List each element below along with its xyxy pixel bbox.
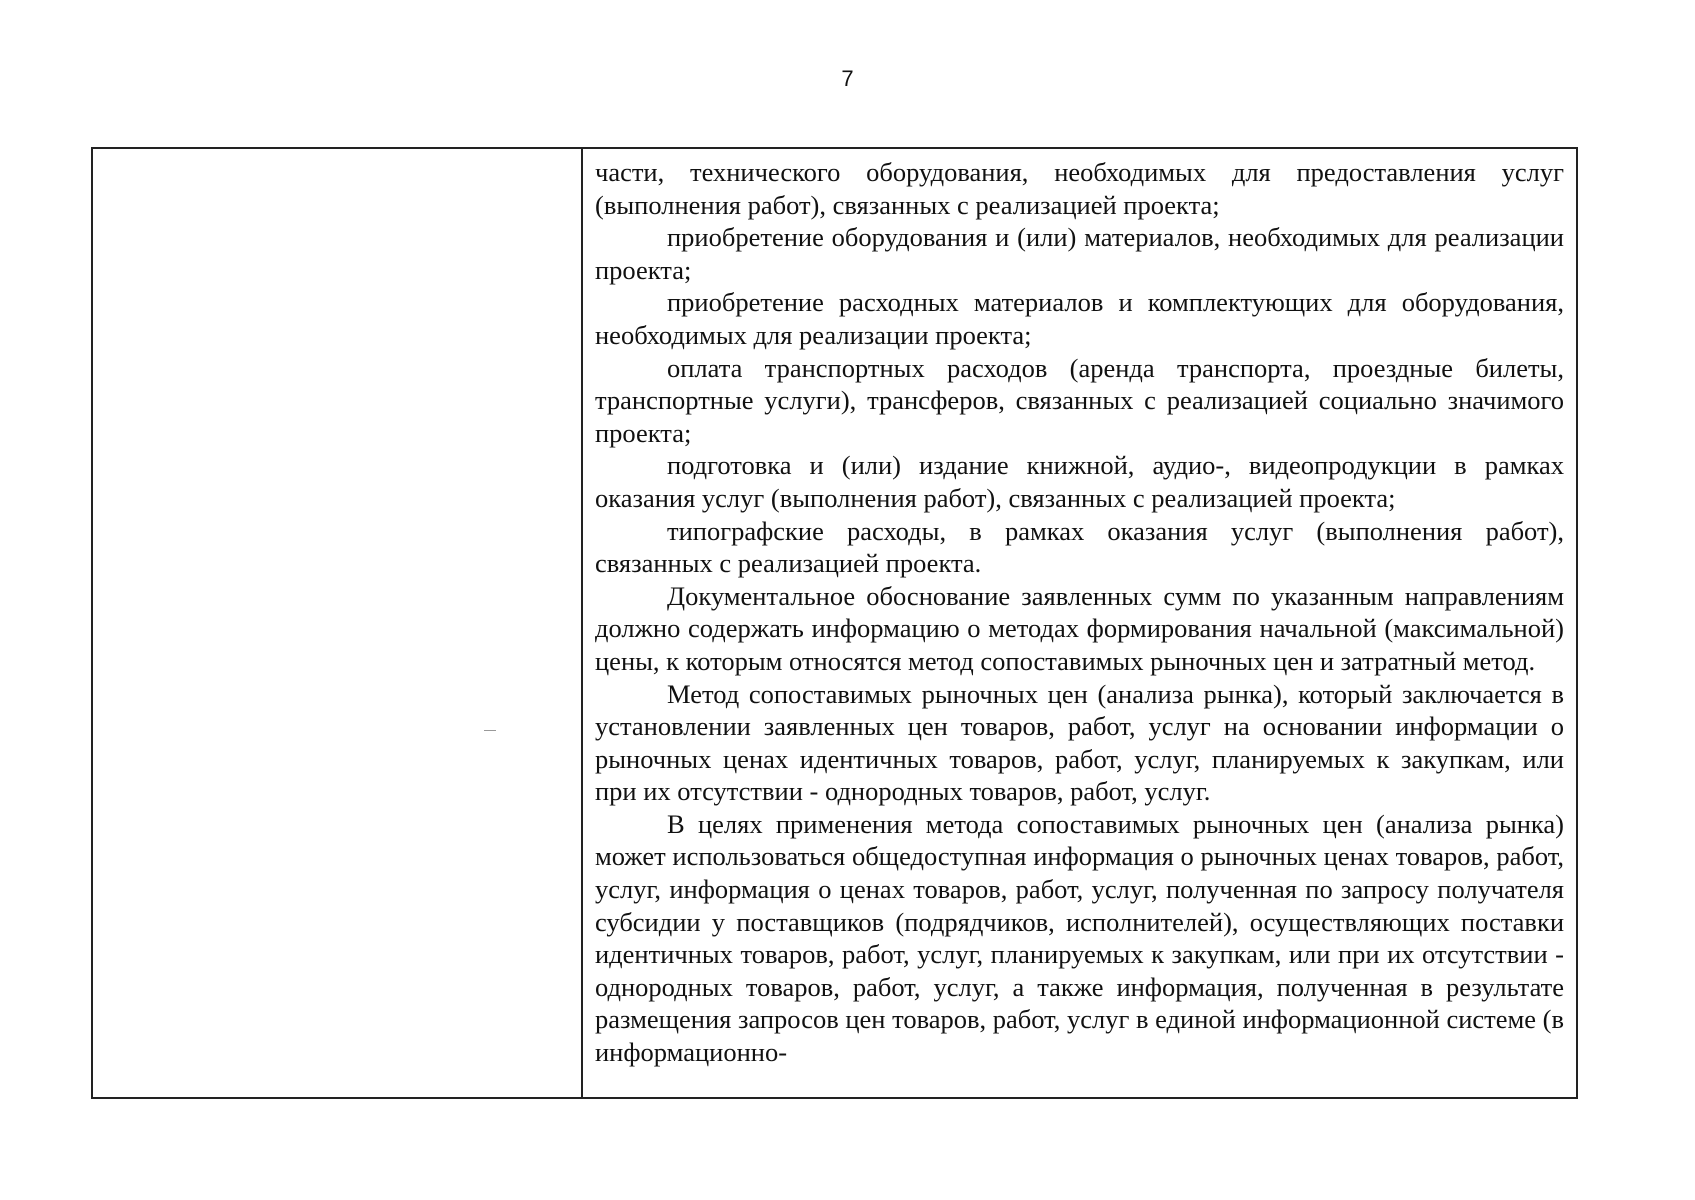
document-table [91, 147, 1578, 1099]
paragraph-equipment: приобретение оборудования и (или) материалов, необходимых для реализации проекта; [595, 222, 1564, 285]
page-number: 7 [841, 66, 854, 91]
paragraph-market-method: Метод сопоставимых рыночных цен (анализа рынка), который заключается в установлении заявленных цен товаров, работ, услуг на основании информации о рыночных ценах идентичных товаров, работ, услуг, планируемых к закупкам, или при их отсутствии - однородных товаров, работ, услуг. [595, 678, 1564, 807]
paragraph-market-analysis: В целях применения метода сопоставимых рыночных цен (анализа рынка) может использоваться общедоступная информация о рыночных ценах товаров, работ, услуг, информация о ценах товаров, работ, услуг, полученная по запросу получателя субсидии у поставщиков (подрядчиков, исполнителей), осуществляющих поставки идентичных товаров, работ, услуг, планируемых к закупкам, или при их отсутствии - однородных товаров, работ, услуг, а также информация, полученная в результате размещения запросов цен товаров, работ, услуг в единой информационной системе (в информационно- [595, 808, 1564, 1068]
paragraph-continuation: части, технического оборудования, необходимых для предоставления услуг (выполнения работ), связанных с реализацией проекта; [595, 157, 1564, 220]
paragraph-printing: типографские расходы, в рамках оказания услуг (выполнения работ), связанных с реализацией проекта. [595, 515, 1564, 579]
table-right-cell [583, 149, 1576, 1097]
paragraph-documentation: Документальное обоснование заявленных сумм по указанным направлениям должно содержать информацию о методах формирования начальной (максимальной) цены, к которым относятся метод сопоставимых рыночных цен и затратный метод. [595, 580, 1564, 676]
stray-mark [484, 730, 496, 731]
table-left-cell [93, 149, 583, 1097]
paragraph-publishing: подготовка и (или) издание книжной, аудио-, видеопродукции в рамках оказания услуг (выполнения работ), связанных с реализацией проекта; [595, 450, 1564, 513]
paragraph-consumables: приобретение расходных материалов и комплектующих для оборудования, необходимых для реализации проекта; [595, 287, 1564, 350]
paragraph-transport: оплата транспортных расходов (аренда транспорта, проездные билеты, транспортные услуги), трансферов, связанных с реализацией социально значимого проекта; [595, 352, 1564, 448]
